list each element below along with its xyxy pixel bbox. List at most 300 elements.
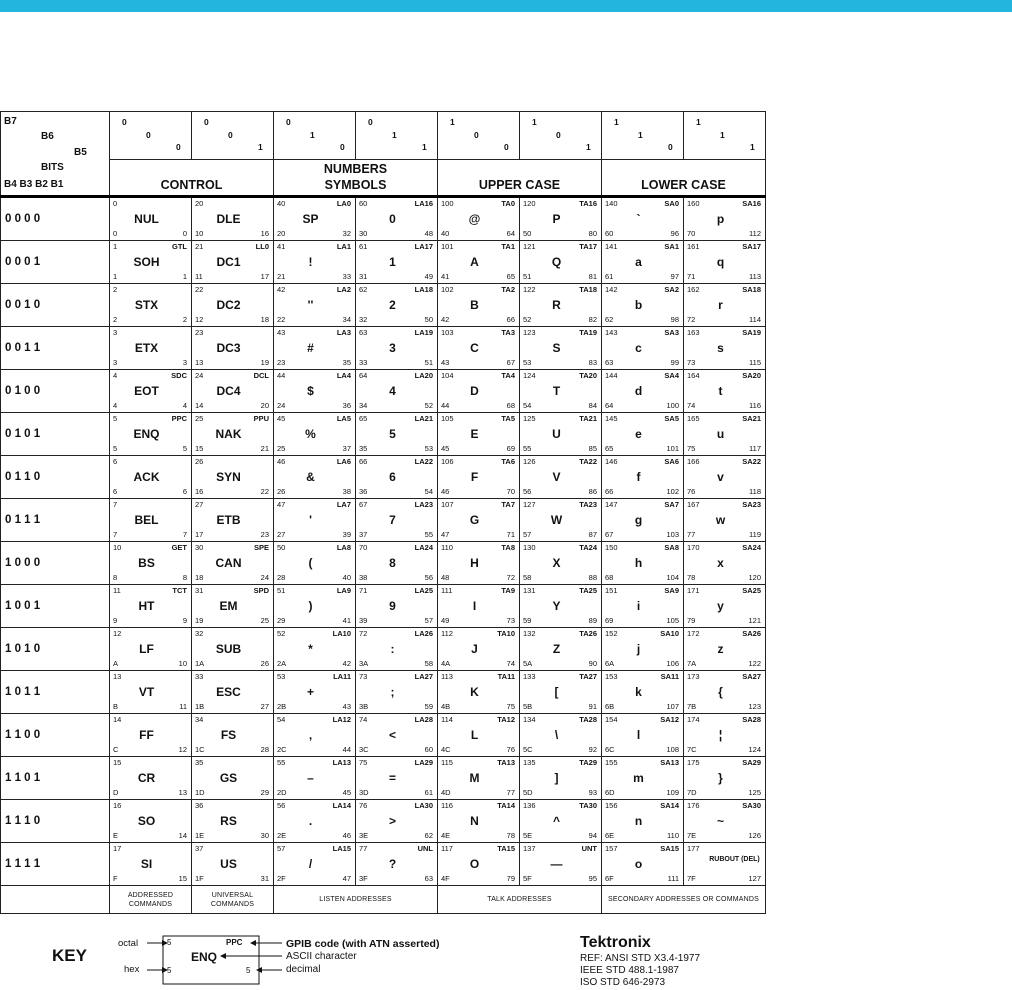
row-bits-label: 1 0 1 0 <box>1 628 110 671</box>
ascii-char: 9 <box>389 599 396 613</box>
decimal-value: 84 <box>588 401 597 410</box>
gpib-code: SA14 <box>660 801 679 810</box>
hex-value: 5B <box>523 702 533 711</box>
gpib-code: TA11 <box>497 672 515 681</box>
gpib-code: TA9 <box>501 586 515 595</box>
decimal-value: 87 <box>588 530 597 539</box>
ascii-char: ENQ <box>133 427 160 441</box>
gpib-code: SA28 <box>742 715 761 724</box>
octal-value: 142 <box>605 285 618 294</box>
octal-value: 61 <box>359 242 368 251</box>
b6-label: B6 <box>41 131 54 142</box>
decimal-value: 57 <box>424 616 433 625</box>
gpib-code: SA7 <box>664 500 679 509</box>
ascii-char: O <box>469 857 480 871</box>
code-cell <box>192 197 274 241</box>
b7-value: 1 <box>614 117 619 127</box>
hex-value: 26 <box>277 487 286 496</box>
hex-value: 34 <box>359 401 368 410</box>
ascii-char: u <box>716 427 725 441</box>
decimal-value: 111 <box>667 874 679 883</box>
gpib-code: SDC <box>171 371 187 380</box>
code-cell <box>438 757 520 800</box>
hex-value: 36 <box>359 487 368 496</box>
ascii-char: L <box>470 728 479 742</box>
decimal-value: 77 <box>506 788 515 797</box>
code-cell <box>602 327 684 370</box>
ascii-char: + <box>306 685 314 699</box>
gpib-code: LA17 <box>414 242 433 251</box>
gpib-code: LA7 <box>336 500 351 509</box>
code-cell <box>110 499 192 542</box>
gpib-code: TA27 <box>579 672 597 681</box>
octal-value: 146 <box>605 457 618 466</box>
row-bits-label: 1 0 1 1 <box>1 671 110 714</box>
table-row <box>1 628 766 671</box>
hex-value: 30 <box>359 229 368 238</box>
gpib-code: TA6 <box>501 457 515 466</box>
hex-value: 5D <box>523 788 533 797</box>
footer-row <box>1 886 766 914</box>
decimal-value: 48 <box>424 229 433 238</box>
ascii-char: 2 <box>389 298 396 312</box>
octal-value: 13 <box>113 672 122 681</box>
octal-value: 45 <box>277 414 286 423</box>
octal-value: 152 <box>605 629 618 638</box>
code-cell <box>520 327 602 370</box>
row-bits-label: 0 1 1 1 <box>1 499 110 542</box>
decimal-value: 65 <box>506 272 515 281</box>
code-cell <box>438 456 520 499</box>
gpib-code: SA8 <box>664 543 679 552</box>
decimal-value: 123 <box>748 702 761 711</box>
hex-value: 16 <box>195 487 204 496</box>
gpib-code: TA3 <box>501 328 515 337</box>
row-bits-label: 0 0 0 0 <box>1 197 110 241</box>
gpib-code: SA6 <box>664 457 679 466</box>
octal-value: 124 <box>523 371 536 380</box>
octal-value: 104 <box>441 371 454 380</box>
ascii-char: ~ <box>716 814 724 828</box>
octal-value: 102 <box>441 285 454 294</box>
octal-value: 167 <box>687 500 700 509</box>
octal-value: 143 <box>605 328 618 337</box>
column-bits-header <box>520 112 602 160</box>
code-cell <box>684 327 766 370</box>
hex-value: 66 <box>605 487 614 496</box>
ascii-char: ` <box>636 212 641 226</box>
code-cell <box>192 585 274 628</box>
hex-value: 78 <box>687 573 696 582</box>
b6-value: 0 <box>146 130 151 140</box>
hex-value: 21 <box>277 272 286 281</box>
gpib-code: TA4 <box>501 371 515 380</box>
code-cell <box>356 370 438 413</box>
octal-value: 34 <box>195 715 204 724</box>
hex-value: 1B <box>195 702 205 711</box>
code-cell <box>520 413 602 456</box>
hex-value: 14 <box>195 401 204 410</box>
decimal-value: 15 <box>178 874 187 883</box>
b7-value: 1 <box>696 117 701 127</box>
key-char: ENQ <box>191 950 218 964</box>
octal-value: 73 <box>359 672 368 681</box>
octal-value: 25 <box>195 414 204 423</box>
code-cell <box>274 671 356 714</box>
octal-value: 117 <box>441 844 453 853</box>
octal-value: 113 <box>441 672 453 681</box>
hex-value: D <box>113 788 119 797</box>
octal-value: 157 <box>605 844 618 853</box>
octal-value: 105 <box>441 414 454 423</box>
code-cell <box>274 284 356 327</box>
column-bits-header <box>684 112 766 160</box>
decimal-value: 41 <box>342 616 351 625</box>
ascii-char: NAK <box>215 427 242 441</box>
code-cell <box>192 843 274 886</box>
code-cell <box>192 370 274 413</box>
code-cell <box>438 800 520 843</box>
code-cell <box>356 542 438 585</box>
decimal-value: 49 <box>424 272 433 281</box>
b5-value: 1 <box>422 142 427 152</box>
code-cell <box>520 714 602 757</box>
decimal-value: 62 <box>424 831 433 840</box>
ascii-char: ? <box>388 857 397 871</box>
decimal-value: 122 <box>748 659 761 668</box>
code-cell <box>356 757 438 800</box>
gpib-code: LA26 <box>414 629 433 638</box>
decimal-value: 82 <box>588 315 597 324</box>
octal-value: 60 <box>359 199 368 208</box>
hex-value: 27 <box>277 530 286 539</box>
code-cell <box>192 284 274 327</box>
octal-value: 56 <box>277 801 286 810</box>
code-cell <box>602 628 684 671</box>
hex-value: 42 <box>441 315 450 324</box>
hex-value: 43 <box>441 358 450 367</box>
octal-value: 154 <box>605 715 618 724</box>
decimal-value: 23 <box>260 530 269 539</box>
brand-name: Tektronix <box>580 934 651 951</box>
octal-value: 110 <box>441 543 453 552</box>
hex-value: 1C <box>195 745 205 754</box>
footer-talk-addresses: TALK ADDRESSES <box>438 886 602 914</box>
gpib-code: SA10 <box>660 629 679 638</box>
hex-value: 61 <box>605 272 614 281</box>
octal-value: 10 <box>113 543 122 552</box>
octal-value: 54 <box>277 715 286 724</box>
hex-value: 25 <box>277 444 286 453</box>
code-cell <box>520 370 602 413</box>
decimal-value: 58 <box>424 659 433 668</box>
decimal-value: 3 <box>182 358 187 367</box>
octal-value: 176 <box>687 801 700 810</box>
decimal-value: 76 <box>506 745 515 754</box>
code-cell <box>684 800 766 843</box>
hex-value: 5F <box>523 874 532 883</box>
key-octal-label: octal <box>118 938 139 949</box>
ascii-char: S <box>552 341 561 355</box>
ascii-char: J <box>471 642 478 656</box>
octal-value: 141 <box>605 242 618 251</box>
code-cell <box>356 499 438 542</box>
decimal-value: 120 <box>748 573 761 582</box>
row-bits-label: 0 1 0 1 <box>1 413 110 456</box>
decimal-value: 109 <box>666 788 679 797</box>
decimal-value: 99 <box>670 358 679 367</box>
decimal-value: 50 <box>424 315 433 324</box>
decimal-value: 42 <box>342 659 351 668</box>
gpib-code: LA20 <box>414 371 433 380</box>
octal-value: 127 <box>523 500 536 509</box>
octal-value: 53 <box>277 672 286 681</box>
gpib-code: LA1 <box>336 242 351 251</box>
gpib-code: DCL <box>253 371 269 380</box>
hex-value: 3B <box>359 702 369 711</box>
octal-value: 151 <box>605 586 618 595</box>
code-cell <box>438 499 520 542</box>
ascii-char: k <box>635 685 642 699</box>
gpib-code: TA25 <box>579 586 597 595</box>
table-row <box>1 413 766 456</box>
ascii-char: / <box>308 857 313 871</box>
decimal-value: 28 <box>260 745 269 754</box>
gpib-code: LA6 <box>336 457 351 466</box>
ascii-char: STX <box>134 298 159 312</box>
ascii-char: 1 <box>389 255 396 269</box>
octal-value: 27 <box>195 500 204 509</box>
ascii-char: # <box>307 341 314 355</box>
hex-value: 53 <box>523 358 532 367</box>
b5-value: 0 <box>340 142 345 152</box>
hex-value: 13 <box>195 358 204 367</box>
gpib-code: SA26 <box>742 629 761 638</box>
code-cell <box>110 585 192 628</box>
decimal-value: 61 <box>424 788 433 797</box>
hex-value: 40 <box>441 229 450 238</box>
octal-value: 63 <box>359 328 368 337</box>
octal-value: 175 <box>687 758 700 767</box>
ascii-char: & <box>306 470 315 484</box>
bits-header <box>1 112 110 197</box>
gpib-code: SA4 <box>664 371 679 380</box>
gpib-code: TA17 <box>579 242 597 251</box>
octal-value: 123 <box>523 328 536 337</box>
hex-value: 60 <box>605 229 614 238</box>
code-cell <box>684 628 766 671</box>
code-cell <box>110 542 192 585</box>
code-cell <box>684 542 766 585</box>
ascii-char: s <box>717 341 724 355</box>
code-cell <box>520 241 602 284</box>
octal-value: 103 <box>441 328 454 337</box>
octal-value: 7 <box>113 500 118 509</box>
decimal-value: 88 <box>588 573 597 582</box>
b5-value: 1 <box>586 142 591 152</box>
code-cell <box>192 542 274 585</box>
octal-value: 64 <box>359 371 368 380</box>
ascii-char: z <box>717 642 724 656</box>
table-row <box>1 800 766 843</box>
hex-value: 2C <box>277 745 287 754</box>
decimal-value: 124 <box>748 745 761 754</box>
code-cell <box>274 800 356 843</box>
key-legend <box>0 930 1012 990</box>
gpib-code: TA24 <box>579 543 597 552</box>
code-cell <box>520 456 602 499</box>
octal-value: 116 <box>441 801 453 810</box>
table-row <box>1 197 766 241</box>
key-hex-label: hex <box>124 964 140 975</box>
category-upper-case-text: UPPER CASE <box>478 178 561 192</box>
ascii-char: B <box>470 298 479 312</box>
hex-value: 11 <box>195 272 203 281</box>
ascii-char: DC3 <box>216 341 241 355</box>
ascii-char: t <box>718 384 723 398</box>
decimal-value: 115 <box>749 358 761 367</box>
ascii-char: = <box>388 771 396 785</box>
hex-value: 51 <box>523 272 532 281</box>
decimal-value: 59 <box>424 702 433 711</box>
gpib-code: SA17 <box>742 242 761 251</box>
code-cell <box>274 542 356 585</box>
code-cell <box>192 671 274 714</box>
hex-value: 4E <box>441 831 451 840</box>
ascii-char: ETX <box>134 341 159 355</box>
ascii-char: $ <box>307 384 314 398</box>
ascii-char: VT <box>138 685 155 699</box>
gpib-code: LA0 <box>336 199 351 208</box>
hex-value: 75 <box>687 444 696 453</box>
row-bits-label: 0 0 1 1 <box>1 327 110 370</box>
hex-value: 6A <box>605 659 615 668</box>
hex-value: 63 <box>605 358 614 367</box>
decimal-value: 13 <box>178 788 187 797</box>
decimal-value: 16 <box>260 229 269 238</box>
b5-value: 1 <box>750 142 755 152</box>
ascii-char: T <box>552 384 561 398</box>
code-cell <box>356 671 438 714</box>
hex-value: F <box>113 874 118 883</box>
gpib-code: LA25 <box>414 586 433 595</box>
hex-value: 3D <box>359 788 369 797</box>
octal-value: 75 <box>359 758 368 767</box>
octal-value: 37 <box>195 844 204 853</box>
decimal-value: 37 <box>342 444 351 453</box>
decimal-value: 98 <box>670 315 679 324</box>
code-cell <box>602 456 684 499</box>
octal-value: 136 <box>523 801 536 810</box>
decimal-value: 78 <box>506 831 515 840</box>
octal-value: 21 <box>195 242 204 251</box>
gpib-code: LA30 <box>414 801 433 810</box>
ascii-char: HT <box>138 599 155 613</box>
code-cell <box>602 843 684 886</box>
key-hex: 5 <box>167 966 172 975</box>
decimal-value: 24 <box>260 573 269 582</box>
code-cell <box>192 327 274 370</box>
decimal-value: 116 <box>749 401 761 410</box>
hex-value: 22 <box>277 315 286 324</box>
code-cell <box>110 284 192 327</box>
table-row <box>1 370 766 413</box>
footer-secondary-addresses: SECONDARY ADDRESSES OR COMMANDS <box>602 886 766 914</box>
footer-universal-commands: UNIVERSAL COMMANDS <box>192 886 274 914</box>
code-cell <box>520 843 602 886</box>
ascii-char: ! <box>308 255 313 269</box>
hex-value: 71 <box>687 272 696 281</box>
gpib-code: SA13 <box>660 758 679 767</box>
code-cell <box>438 370 520 413</box>
code-cell <box>110 800 192 843</box>
ascii-char: I <box>472 599 477 613</box>
gpib-code: SA0 <box>664 199 679 208</box>
table-row <box>1 542 766 585</box>
hex-value: 6D <box>605 788 615 797</box>
code-cell <box>520 757 602 800</box>
column-bits-header <box>110 112 192 160</box>
key-ascii-desc: ASCII character <box>286 951 357 962</box>
code-cell <box>110 241 192 284</box>
ascii-char: d <box>634 384 643 398</box>
gpib-code: SA19 <box>742 328 761 337</box>
hex-value: 23 <box>277 358 286 367</box>
hex-value: 46 <box>441 487 450 496</box>
category-numbers-symbols-text: SYMBOLS <box>324 178 387 192</box>
hex-value: 3C <box>359 745 369 754</box>
row-bits-label: 0 1 0 0 <box>1 370 110 413</box>
gpib-code: UNL <box>417 844 433 853</box>
category-upper-case <box>438 159 602 196</box>
ascii-char: h <box>634 556 643 570</box>
b5-label: B5 <box>74 147 87 158</box>
ascii-char: N <box>470 814 479 828</box>
octal-value: 12 <box>113 629 122 638</box>
hex-value: 49 <box>441 616 450 625</box>
hex-value: 7E <box>687 831 697 840</box>
gpib-code: LA14 <box>332 801 351 810</box>
hex-value: E <box>113 831 119 840</box>
decimal-value: 26 <box>260 659 269 668</box>
code-cell <box>684 714 766 757</box>
gpib-code: TA29 <box>579 758 597 767</box>
code-cell <box>602 585 684 628</box>
octal-value: 6 <box>113 457 118 466</box>
code-cell <box>274 327 356 370</box>
code-cell <box>438 327 520 370</box>
hex-value: 64 <box>605 401 614 410</box>
ascii-char: SYN <box>216 470 241 484</box>
hex-value: 6F <box>605 874 614 883</box>
hex-value: 32 <box>359 315 368 324</box>
b7-value: 0 <box>368 117 373 127</box>
hex-value: 2 <box>113 315 118 324</box>
decimal-value: 36 <box>342 401 351 410</box>
ascii-char: i <box>636 599 641 613</box>
column-bits-header <box>602 112 684 160</box>
ascii-char: c <box>635 341 642 355</box>
hex-value: 55 <box>523 444 532 453</box>
code-cell <box>274 714 356 757</box>
decimal-value: 43 <box>342 702 351 711</box>
octal-value: 131 <box>523 586 536 595</box>
octal-value: 147 <box>605 500 618 509</box>
ascii-char: SUB <box>215 642 242 656</box>
decimal-value: 6 <box>182 487 187 496</box>
ascii-char: P <box>552 212 561 226</box>
key-oct: 5 <box>167 938 172 947</box>
